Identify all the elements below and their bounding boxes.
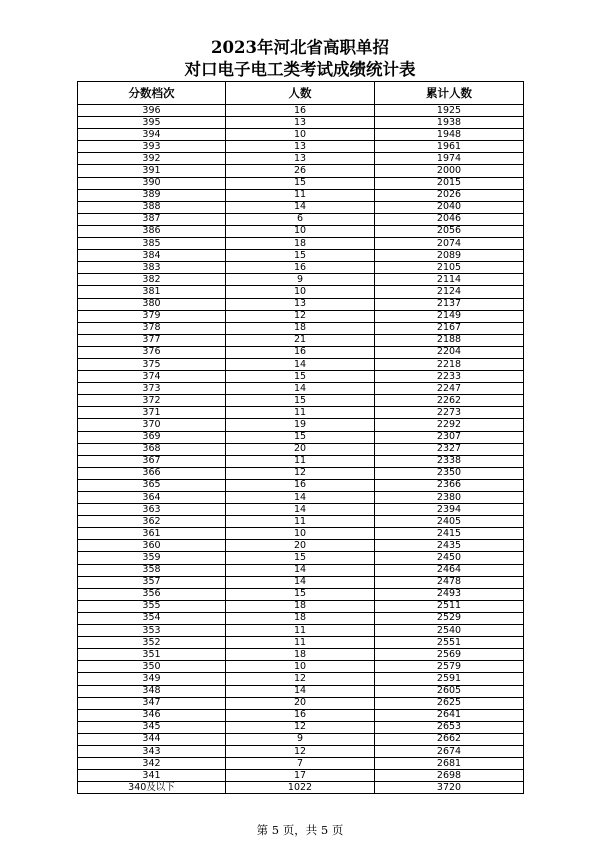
cumulative-cell: 2204 [375,346,524,358]
cumulative-cell: 2529 [375,612,524,624]
count-cell: 16 [226,709,375,721]
table-row [78,516,524,528]
count-cell: 13 [226,298,375,310]
score-cell: 355 [78,600,226,612]
cumulative-cell: 2105 [375,262,524,274]
count-cell: 15 [226,588,375,600]
table-row [78,298,524,310]
score-cell: 390 [78,177,226,189]
count-cell: 20 [226,540,375,552]
cumulative-cell: 2292 [375,419,524,431]
score-cell: 345 [78,721,226,733]
score-cell: 359 [78,552,226,564]
cumulative-cell: 2327 [375,443,524,455]
count-cell: 20 [226,443,375,455]
cumulative-cell: 2641 [375,709,524,721]
table-row [78,177,524,189]
count-cell: 15 [226,371,375,383]
count-cell: 18 [226,600,375,612]
count-cell: 16 [226,262,375,274]
table-row [78,673,524,685]
count-cell: 12 [226,467,375,479]
score-cell: 386 [78,225,226,237]
cumulative-cell: 2307 [375,431,524,443]
table-row [78,479,524,491]
cumulative-cell: 2089 [375,250,524,262]
score-cell: 348 [78,685,226,697]
cumulative-cell: 2124 [375,286,524,298]
table-row [78,371,524,383]
count-cell: 14 [226,504,375,516]
count-cell: 18 [226,322,375,334]
score-cell: 353 [78,625,226,637]
score-cell: 377 [78,334,226,346]
score-cell: 371 [78,407,226,419]
cumulative-cell: 2579 [375,661,524,673]
score-cell: 374 [78,371,226,383]
table-row [78,661,524,673]
count-cell: 20 [226,697,375,709]
score-cell: 358 [78,564,226,576]
cumulative-cell: 2653 [375,721,524,733]
cumulative-cell: 2233 [375,371,524,383]
table-row [78,225,524,237]
score-cell: 352 [78,637,226,649]
score-cell: 346 [78,709,226,721]
score-cell: 375 [78,358,226,370]
count-cell: 12 [226,310,375,322]
table-row [78,117,524,129]
count-cell: 17 [226,770,375,782]
score-cell: 360 [78,540,226,552]
table-row [78,758,524,770]
score-cell: 341 [78,770,226,782]
score-cell: 387 [78,213,226,225]
score-cell: 376 [78,346,226,358]
cumulative-cell: 3720 [375,782,524,794]
count-cell: 11 [226,189,375,201]
cumulative-cell: 2188 [375,334,524,346]
count-cell: 14 [226,685,375,697]
count-cell: 14 [226,576,375,588]
count-cell: 16 [226,105,375,117]
cumulative-cell: 2698 [375,770,524,782]
table-row [78,455,524,467]
table-row [78,625,524,637]
table-row [78,129,524,141]
score-cell: 357 [78,576,226,588]
cumulative-cell: 2040 [375,201,524,213]
header-score-level: 分数档次 [78,82,226,105]
cumulative-cell: 2662 [375,733,524,745]
score-cell: 364 [78,492,226,504]
score-cell: 343 [78,745,226,757]
count-cell: 10 [226,286,375,298]
count-cell: 14 [226,358,375,370]
count-cell: 15 [226,395,375,407]
count-cell: 15 [226,177,375,189]
table-row [78,564,524,576]
score-cell: 373 [78,383,226,395]
score-cell: 381 [78,286,226,298]
table-row [78,238,524,250]
cumulative-cell: 2167 [375,322,524,334]
cumulative-cell: 2605 [375,685,524,697]
table-row [78,274,524,286]
table-row [78,322,524,334]
cumulative-cell: 2674 [375,745,524,757]
count-cell: 7 [226,758,375,770]
table-row [78,540,524,552]
table-row [78,407,524,419]
count-cell: 11 [226,637,375,649]
count-cell: 10 [226,661,375,673]
table-row [78,467,524,479]
score-cell: 388 [78,201,226,213]
score-cell: 351 [78,649,226,661]
table-row [78,334,524,346]
count-cell: 13 [226,153,375,165]
count-cell: 9 [226,733,375,745]
score-cell: 350 [78,661,226,673]
cumulative-cell: 2450 [375,552,524,564]
score-cell: 361 [78,528,226,540]
score-cell: 392 [78,153,226,165]
score-cell: 394 [78,129,226,141]
count-cell: 10 [226,225,375,237]
table-row [78,649,524,661]
count-cell: 10 [226,129,375,141]
cumulative-cell: 2247 [375,383,524,395]
count-cell: 19 [226,419,375,431]
score-cell: 396 [78,105,226,117]
cumulative-cell: 2591 [375,673,524,685]
table-header-row [78,82,524,105]
cumulative-cell: 2511 [375,600,524,612]
count-cell: 26 [226,165,375,177]
score-cell: 349 [78,673,226,685]
document-title: 2023年河北省高职单招 [211,38,389,57]
cumulative-cell: 2000 [375,165,524,177]
table-row [78,105,524,117]
count-cell: 12 [226,745,375,757]
table-row [78,153,524,165]
table-row [78,189,524,201]
count-cell: 18 [226,238,375,250]
table-row [78,213,524,225]
cumulative-cell: 2464 [375,564,524,576]
cumulative-cell: 2056 [375,225,524,237]
score-cell: 340及以下 [78,782,226,794]
table-row [78,310,524,322]
table-row [78,443,524,455]
count-cell: 11 [226,455,375,467]
table-row [78,588,524,600]
cumulative-cell: 1925 [375,105,524,117]
table-row [78,721,524,733]
table-row [78,419,524,431]
score-cell: 384 [78,250,226,262]
cumulative-cell: 1961 [375,141,524,153]
score-cell: 369 [78,431,226,443]
count-cell: 14 [226,564,375,576]
count-cell: 9 [226,274,375,286]
cumulative-cell: 2114 [375,274,524,286]
table-body [78,105,524,794]
table-row [78,709,524,721]
table-row [78,552,524,564]
score-cell: 380 [78,298,226,310]
score-cell: 378 [78,322,226,334]
table-row [78,733,524,745]
score-cell: 354 [78,612,226,624]
table-row [78,770,524,782]
score-cell: 347 [78,697,226,709]
cumulative-cell: 2435 [375,540,524,552]
score-cell: 356 [78,588,226,600]
count-cell: 11 [226,625,375,637]
cumulative-cell: 2015 [375,177,524,189]
count-cell: 12 [226,673,375,685]
document-subtitle: 对口电子电工类考试成绩统计表 [184,60,416,79]
count-cell: 1022 [226,782,375,794]
cumulative-cell: 2380 [375,492,524,504]
count-cell: 15 [226,250,375,262]
page-number-footer: 第 5 页，共 5 页 [256,823,344,837]
count-cell: 16 [226,479,375,491]
score-cell: 363 [78,504,226,516]
count-cell: 18 [226,649,375,661]
table-row [78,358,524,370]
count-cell: 16 [226,346,375,358]
table-row [78,383,524,395]
table-row [78,492,524,504]
cumulative-cell: 2415 [375,528,524,540]
score-cell: 370 [78,419,226,431]
score-cell: 344 [78,733,226,745]
score-cell: 367 [78,455,226,467]
count-cell: 14 [226,383,375,395]
table-row [78,395,524,407]
table-row [78,745,524,757]
count-cell: 13 [226,141,375,153]
cumulative-cell: 2218 [375,358,524,370]
count-cell: 14 [226,201,375,213]
score-cell: 395 [78,117,226,129]
score-cell: 368 [78,443,226,455]
cumulative-cell: 2046 [375,213,524,225]
cumulative-cell: 2074 [375,238,524,250]
cumulative-cell: 1974 [375,153,524,165]
cumulative-cell: 2338 [375,455,524,467]
count-cell: 10 [226,528,375,540]
cumulative-cell: 2681 [375,758,524,770]
score-cell: 342 [78,758,226,770]
table-row [78,165,524,177]
score-cell: 379 [78,310,226,322]
cumulative-cell: 2026 [375,189,524,201]
table-row [78,612,524,624]
score-cell: 385 [78,238,226,250]
table-row [78,600,524,612]
cumulative-cell: 2149 [375,310,524,322]
table-row [78,685,524,697]
header-count: 人数 [226,82,375,105]
count-cell: 6 [226,213,375,225]
score-cell: 383 [78,262,226,274]
score-cell: 372 [78,395,226,407]
count-cell: 13 [226,117,375,129]
table-row [78,262,524,274]
count-cell: 21 [226,334,375,346]
cumulative-cell: 1938 [375,117,524,129]
count-cell: 15 [226,431,375,443]
score-cell: 393 [78,141,226,153]
count-cell: 18 [226,612,375,624]
cumulative-cell: 2625 [375,697,524,709]
table-row [78,504,524,516]
score-statistics-table [77,81,524,794]
table-row [78,346,524,358]
count-cell: 11 [226,516,375,528]
table-row [78,141,524,153]
score-cell: 389 [78,189,226,201]
cumulative-cell: 2540 [375,625,524,637]
cumulative-cell: 2405 [375,516,524,528]
cumulative-cell: 2137 [375,298,524,310]
table-row [78,201,524,213]
score-cell: 365 [78,479,226,491]
cumulative-cell: 2350 [375,467,524,479]
score-cell: 366 [78,467,226,479]
cumulative-cell: 2569 [375,649,524,661]
table-row [78,576,524,588]
cumulative-cell: 2262 [375,395,524,407]
table-row [78,431,524,443]
header-cumulative-count: 累计人数 [375,82,524,105]
count-cell: 14 [226,492,375,504]
count-cell: 15 [226,552,375,564]
table-row [78,697,524,709]
cumulative-cell: 2394 [375,504,524,516]
score-cell: 382 [78,274,226,286]
cumulative-cell: 2551 [375,637,524,649]
score-cell: 391 [78,165,226,177]
table-row [78,286,524,298]
cumulative-cell: 2493 [375,588,524,600]
cumulative-cell: 2366 [375,479,524,491]
table-row [78,637,524,649]
table-row [78,782,524,794]
count-cell: 11 [226,407,375,419]
table-row [78,528,524,540]
cumulative-cell: 2478 [375,576,524,588]
cumulative-cell: 1948 [375,129,524,141]
cumulative-cell: 2273 [375,407,524,419]
table-row [78,250,524,262]
score-cell: 362 [78,516,226,528]
count-cell: 12 [226,721,375,733]
